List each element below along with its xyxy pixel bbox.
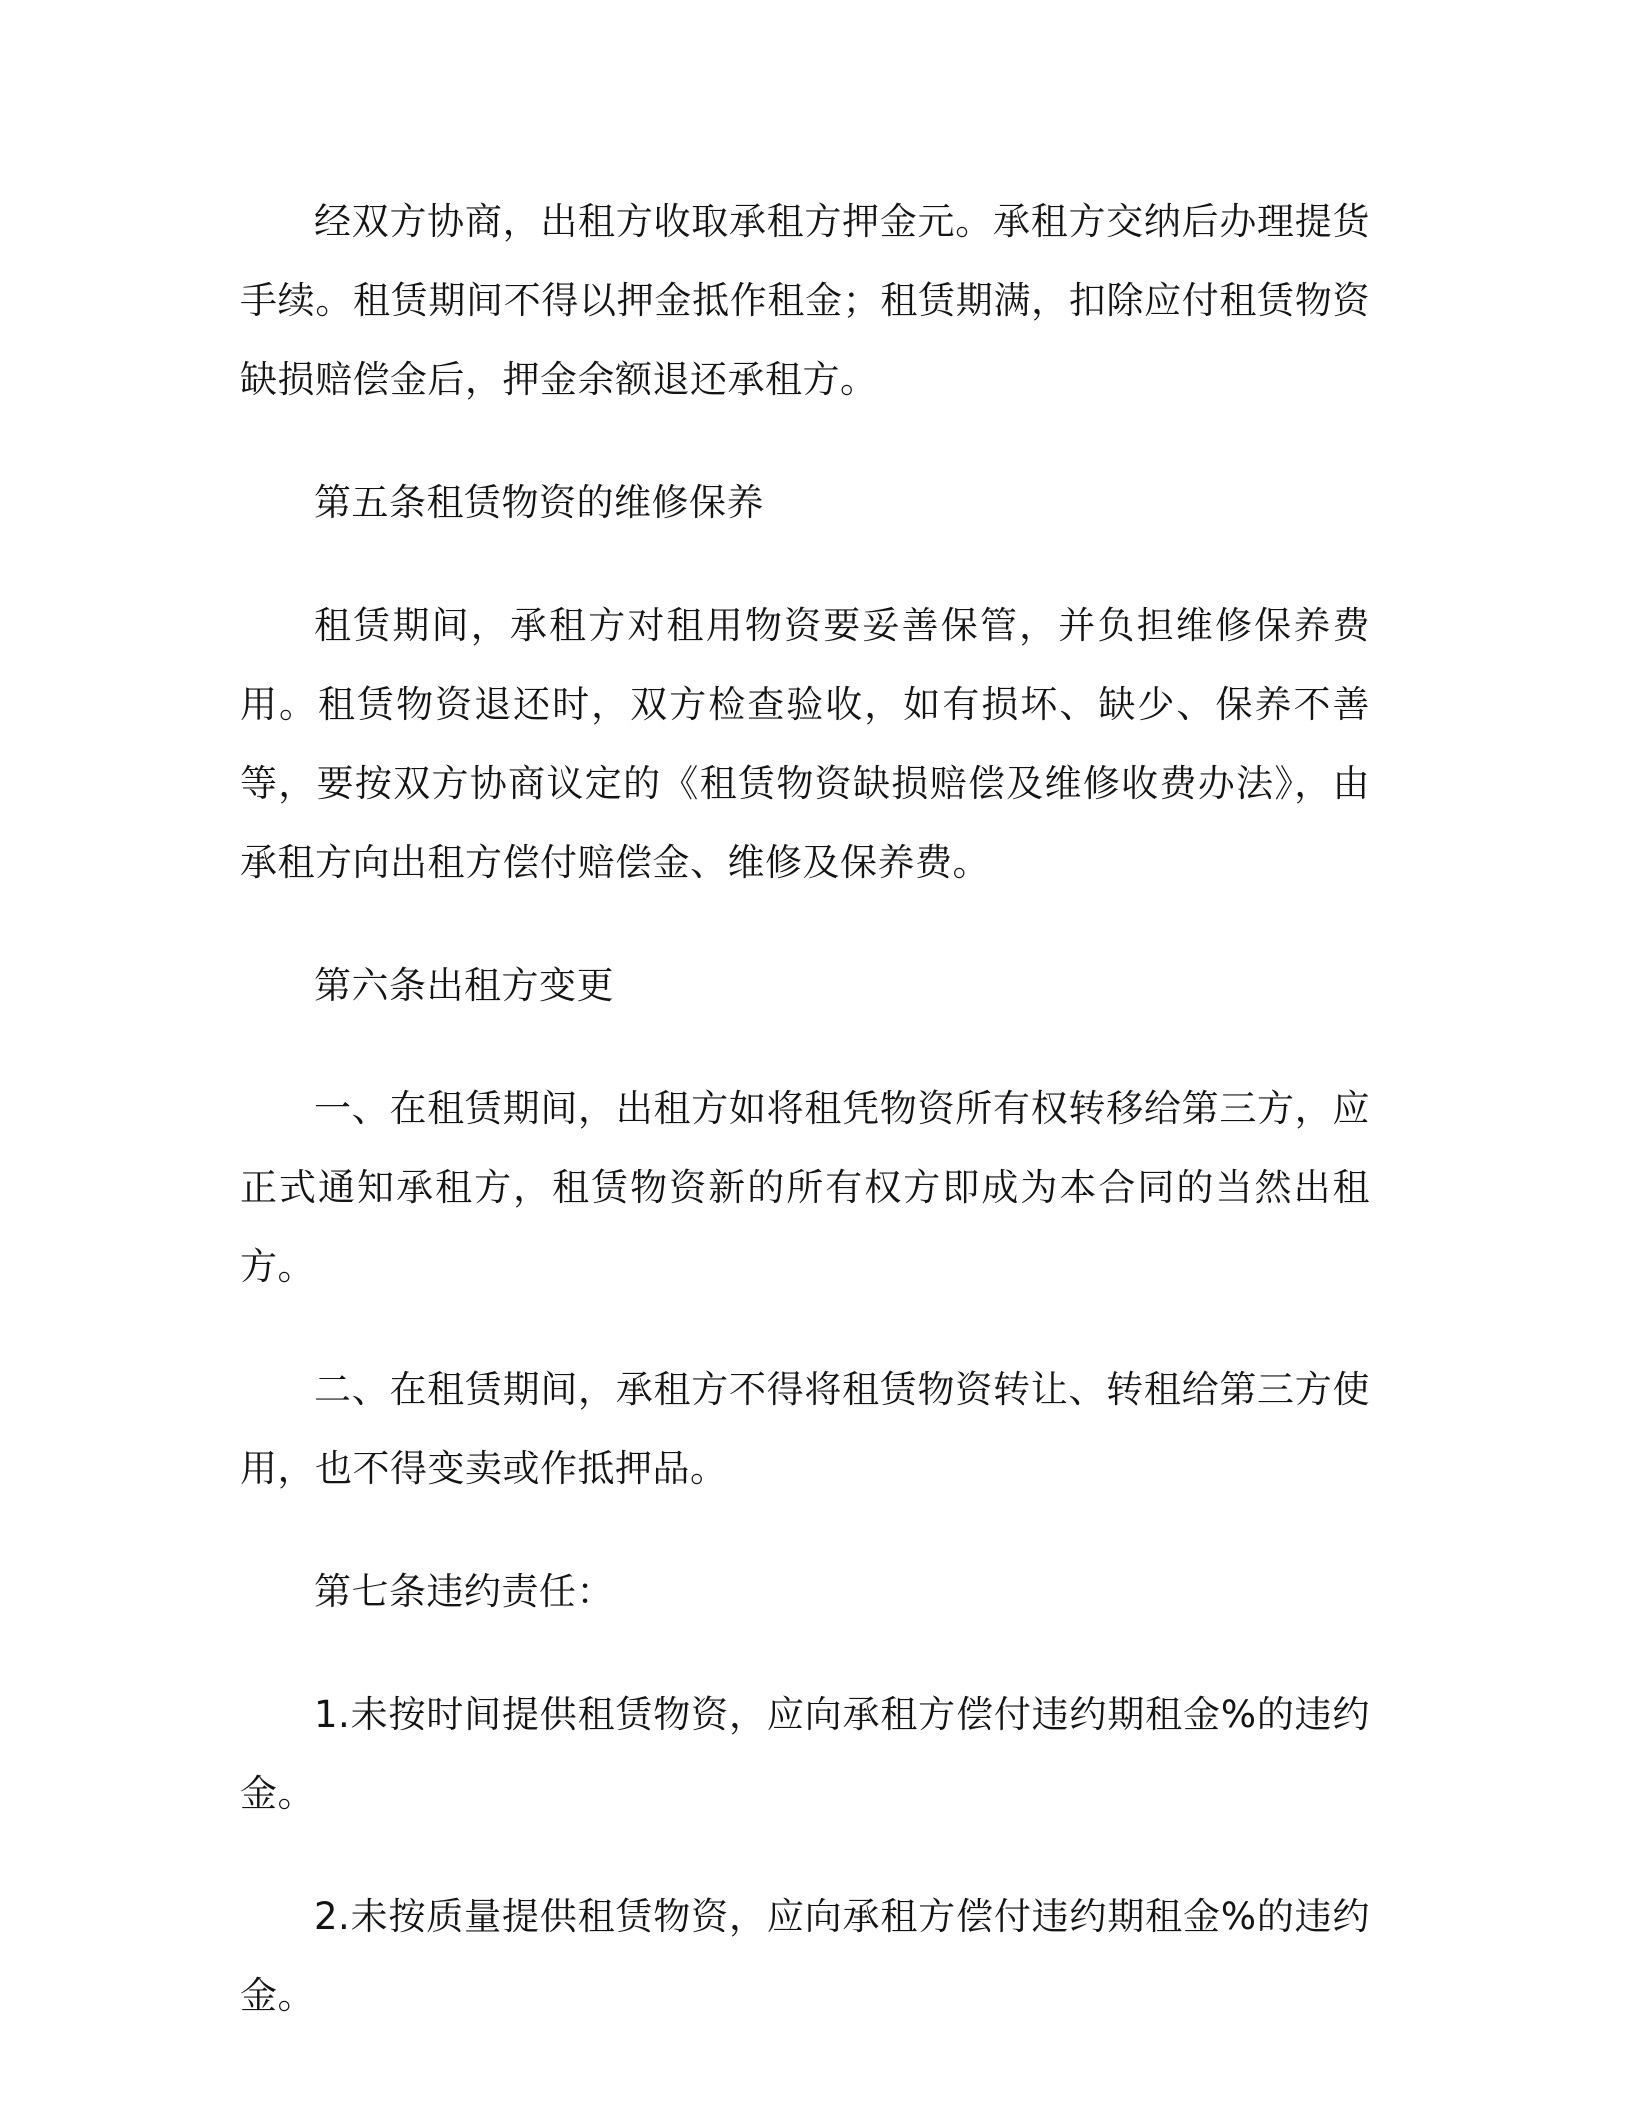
paragraph-maintenance-terms: 租赁期间，承租方对租用物资要妥善保管，并负担维修保养费用。租赁物资退还时，双方检查验收，如有损坏、缺少、保养不善等，要按双方协商议定的《租赁物资缺损赔偿及维修收费办法》，由承租方向出租方偿付赔偿金、维修及保养费。 <box>240 604 1370 884</box>
paragraph-liability-2: 2.未按质量提供租赁物资，应向承租方偿付违约期租金%的违约金。 <box>240 1895 1370 2017</box>
article-5-heading: 第五条租赁物资的维修保养 <box>314 481 764 524</box>
article-6-heading: 第六条出租方变更 <box>314 964 614 1007</box>
document-body <box>240 182 1370 2079</box>
paragraph-deposit-terms: 经双方协商，出租方收取承租方押金元。承租方交纳后办理提货手续。租赁期间不得以押金抵作租金；租赁期满，扣除应付租赁物资缺损赔偿金后，押金余额退还承租方。 <box>240 200 1370 401</box>
article-7-heading: 第七条违约责任： <box>314 1570 614 1613</box>
paragraph-lessor-change-1: 一、在租赁期间，出租方如将租凭物资所有权转移给第三方，应正式通知承租方，租赁物资新的所有权方即成为本合同的当然出租方。 <box>240 1087 1370 1288</box>
paragraph-liability-1: 1.未按时间提供租赁物资，应向承租方偿付违约期租金%的违约金。 <box>240 1693 1370 1815</box>
paragraph-lessor-change-2: 二、在租赁期间，承租方不得将租赁物资转让、转租给第三方使用，也不得变卖或作抵押品。 <box>240 1368 1370 1490</box>
